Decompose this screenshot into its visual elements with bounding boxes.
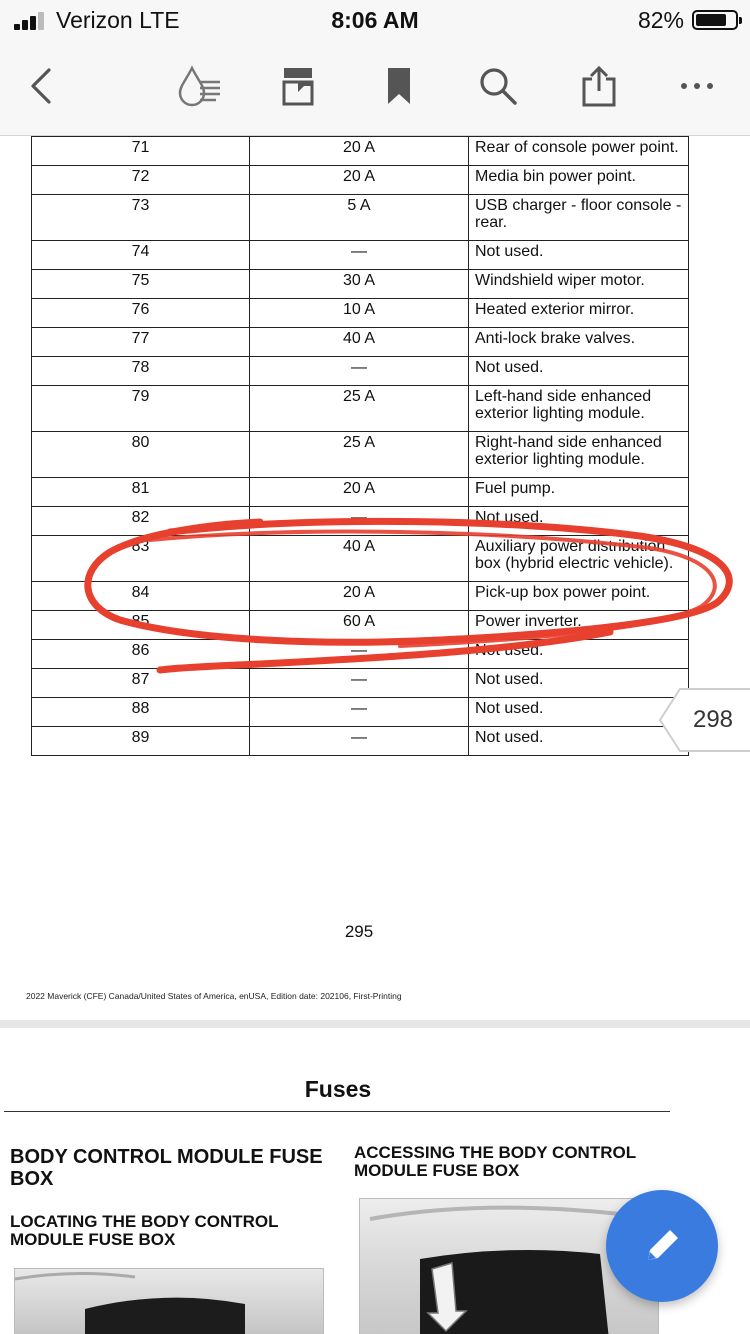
fuse-amp-cell: 60 A xyxy=(250,611,469,640)
fuse-number-cell: 78 xyxy=(32,357,250,386)
fuse-row xyxy=(32,582,689,611)
fuse-row xyxy=(32,727,689,756)
fuse-row xyxy=(32,328,689,357)
fuse-circuit-cell: Fuel pump. xyxy=(469,478,689,507)
status-bar xyxy=(0,0,750,40)
fuse-amp-cell: 20 A xyxy=(250,166,469,195)
section-divider xyxy=(4,1111,670,1112)
fuse-row xyxy=(32,640,689,669)
fuse-amp-cell: 20 A xyxy=(250,478,469,507)
fuse-number-cell: 82 xyxy=(32,507,250,536)
fuse-number-cell: 75 xyxy=(32,270,250,299)
fuse-row xyxy=(32,386,689,432)
pdf-page[interactable] xyxy=(0,136,750,1020)
fuse-number-cell: 76 xyxy=(32,299,250,328)
more-icon xyxy=(679,81,715,91)
fuse-amp-cell: 30 A xyxy=(250,270,469,299)
fuse-circuit-cell: Not used. xyxy=(469,507,689,536)
fuse-number-cell: 83 xyxy=(32,536,250,582)
fuse-amp-cell: — xyxy=(250,727,469,756)
carrier-label: Verizon LTE xyxy=(56,7,180,33)
battery-icon xyxy=(692,10,738,30)
page-footer: 2022 Maverick (CFE) Canada/United States of America, enUSA, Edition date: 202106, First-Printing xyxy=(26,991,402,1001)
viewer-toolbar xyxy=(0,40,750,136)
bookmark-icon xyxy=(386,66,412,106)
thumbnails-icon xyxy=(282,66,314,106)
fuse-circuit-cell: Not used. xyxy=(469,698,689,727)
fuse-number-cell: 86 xyxy=(32,640,250,669)
fuse-number-cell: 73 xyxy=(32,195,250,241)
fuse-row xyxy=(32,195,689,241)
fuse-circuit-cell: Media bin power point. xyxy=(469,166,689,195)
reading-mode-button[interactable] xyxy=(175,62,223,110)
fuse-amp-cell: — xyxy=(250,669,469,698)
fuse-number-cell: 84 xyxy=(32,582,250,611)
fuse-row xyxy=(32,536,689,582)
fuse-row xyxy=(32,507,689,536)
fuse-row xyxy=(32,698,689,727)
fuse-row xyxy=(32,611,689,640)
fuse-amp-cell: — xyxy=(250,507,469,536)
current-page-label[interactable]: 298 xyxy=(692,706,734,733)
share-icon xyxy=(580,65,618,107)
fuse-row xyxy=(32,166,689,195)
fuse-circuit-cell: Windshield wiper motor. xyxy=(469,270,689,299)
fuse-row xyxy=(32,357,689,386)
fuse-amp-cell: — xyxy=(250,640,469,669)
more-button[interactable] xyxy=(673,62,721,110)
fuse-row xyxy=(32,241,689,270)
fuse-row xyxy=(32,270,689,299)
page-number: 295 xyxy=(344,922,374,941)
back-button[interactable] xyxy=(18,62,66,110)
search-button[interactable] xyxy=(474,62,522,110)
fuse-circuit-cell: Not used. xyxy=(469,357,689,386)
fuse-circuit-cell: Not used. xyxy=(469,640,689,669)
fuse-table xyxy=(31,136,689,756)
fuse-number-cell: 77 xyxy=(32,328,250,357)
fuse-circuit-cell: Power inverter. xyxy=(469,611,689,640)
fuse-circuit-cell: Pick-up box power point. xyxy=(469,582,689,611)
fuse-amp-cell: — xyxy=(250,698,469,727)
fuse-circuit-cell: Left-hand side enhanced exterior lighting module. xyxy=(469,386,689,432)
fuse-number-cell: 87 xyxy=(32,669,250,698)
pencil-icon xyxy=(640,1224,684,1268)
back-icon xyxy=(29,66,55,106)
fuse-amp-cell: 40 A xyxy=(250,328,469,357)
heading-body-control-module: BODY CONTROL MODULE FUSE BOX xyxy=(10,1146,323,1190)
heading-locating-fuse-box: LOCATING THE BODY CONTROL MODULE FUSE BOX xyxy=(10,1212,279,1249)
fuse-row xyxy=(32,299,689,328)
fuse-amp-cell: 40 A xyxy=(250,536,469,582)
fuse-circuit-cell: Rear of console power point. xyxy=(469,137,689,166)
share-button[interactable] xyxy=(575,62,623,110)
fuse-amp-cell: 10 A xyxy=(250,299,469,328)
thumbnails-button[interactable] xyxy=(274,62,322,110)
fuse-number-cell: 88 xyxy=(32,698,250,727)
fuse-circuit-cell: Heated exterior mirror. xyxy=(469,299,689,328)
fuse-amp-cell: 5 A xyxy=(250,195,469,241)
fuse-circuit-cell: Auxiliary power distribution box (hybrid electric vehicle). xyxy=(469,536,689,582)
fuse-amp-cell: 25 A xyxy=(250,432,469,478)
fuse-amp-cell: — xyxy=(250,241,469,270)
fuse-amp-cell: — xyxy=(250,357,469,386)
fuse-row xyxy=(32,137,689,166)
fuse-circuit-cell: Not used. xyxy=(469,727,689,756)
fuse-row xyxy=(32,669,689,698)
fuse-box-location-photo xyxy=(14,1268,324,1334)
fuse-number-cell: 71 xyxy=(32,137,250,166)
fuse-number-cell: 85 xyxy=(32,611,250,640)
section-title: Fuses xyxy=(304,1076,372,1102)
fuse-amp-cell: 20 A xyxy=(250,137,469,166)
fuse-amp-cell: 25 A xyxy=(250,386,469,432)
fuse-number-cell: 81 xyxy=(32,478,250,507)
fuse-number-cell: 80 xyxy=(32,432,250,478)
search-icon xyxy=(478,66,518,106)
edit-fab-button[interactable] xyxy=(606,1190,718,1302)
fuse-circuit-cell: Not used. xyxy=(469,669,689,698)
fuse-amp-cell: 20 A xyxy=(250,582,469,611)
fuse-number-cell: 79 xyxy=(32,386,250,432)
fuse-circuit-cell: Anti-lock brake valves. xyxy=(469,328,689,357)
reading-mode-icon xyxy=(176,64,222,108)
fuse-circuit-cell: USB charger - floor console - rear. xyxy=(469,195,689,241)
fuse-number-cell: 72 xyxy=(32,166,250,195)
heading-accessing-fuse-box: ACCESSING THE BODY CONTROL MODULE FUSE BOX xyxy=(354,1143,636,1180)
battery-percent: 82% xyxy=(637,7,684,33)
fuse-number-cell: 89 xyxy=(32,727,250,756)
fuse-row xyxy=(32,432,689,478)
fuse-row xyxy=(32,478,689,507)
fuse-circuit-cell: Not used. xyxy=(469,241,689,270)
fuse-circuit-cell: Right-hand side enhanced exterior lighting module. xyxy=(469,432,689,478)
clock: 8:06 AM xyxy=(331,7,419,33)
fuse-number-cell: 74 xyxy=(32,241,250,270)
page-separator xyxy=(0,1020,750,1028)
bookmark-button[interactable] xyxy=(375,62,423,110)
